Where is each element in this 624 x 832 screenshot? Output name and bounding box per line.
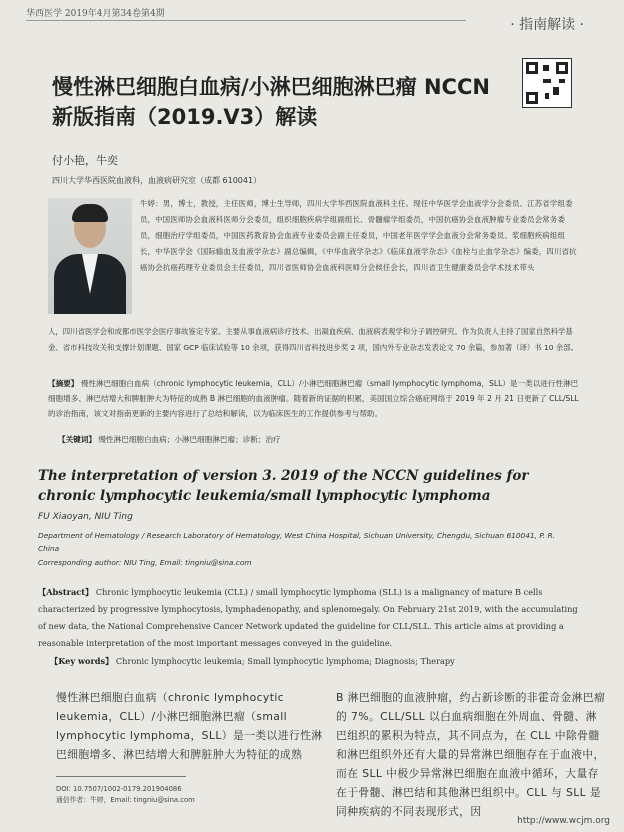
section-label: · 指南解读 · xyxy=(510,17,584,33)
abstract-cn xyxy=(48,376,580,421)
footnote-doi: DOI: 10.7507/1002-0179.201904086 xyxy=(56,785,182,793)
corresponding-author-en: Corresponding author: NIU Ting, Email: tingniu@sina.com xyxy=(38,558,252,567)
abstract-cn-text: 慢性淋巴细胞白血病（chronic lymphocytic leukemia，CLL）/小淋巴细胞淋巴瘤（small lymphocytic lymphoma，SLL）是一类以进行性淋巴细胞增多、淋巴结增大和脾脏肿大为特征的成熟 B 淋巴细胞的血液肿瘤。随着新的证据的积累，美国国立综合癌症网络于 2019 年 2 月 21 日更新了 CLL/SLL 的诊治指南，该文对指南更新的主要内容进行了总结和解读，以为临床医生的工作提供参考与帮助。 xyxy=(48,379,579,418)
keywords-cn-text: 慢性淋巴细胞白血病；小淋巴细胞淋巴瘤；诊断；治疗 xyxy=(98,435,281,444)
keywords-en-text: Chronic lymphocytic leukemia; Small lymphocytic lymphoma; Diagnosis; Therapy xyxy=(115,656,455,666)
abstract-en xyxy=(38,584,586,652)
author-bio: 牛婷：男，博士，教授，主任医师，博士生导师，四川大学华西医院血液科主任。现任中华医学会血液学分会委员、江苏省学组委员，中国医师协会血液科医师分会委员，组织细胞疾病学组副组长、骨髓瘤学组委员，中国抗癌协会血液肿瘤专业委员会常务委员，细胞治疗学组委员，中国医药教育协会血液专业委员会副主任委员，中国老年医学学会血液分会常务委员、浆细胞疾病组组长，中华医学会《国际输血及血液学杂志》副总编辑，《中华血液学杂志》《临床血液学杂志》《血栓与止血学杂志》编委，四川省抗癌协会抗癌药理专业委员会主任委员，四川省医师协会血液科医师分会候任会长，四川省卫生健康委员会学术技术带头 xyxy=(140,199,577,272)
authors-cn: 付小艳，牛奕 xyxy=(52,154,118,167)
journal-url[interactable]: http://www.wcjm.org xyxy=(517,816,610,826)
keywords-cn-label: 【关键词】 xyxy=(58,435,96,444)
authors-en: FU Xiaoyan, NIU Ting xyxy=(38,512,133,522)
abstract-cn-label: 【摘要】 xyxy=(48,379,79,388)
keywords-en xyxy=(50,656,590,667)
keywords-en-label: 【Key words】 xyxy=(50,656,114,666)
article-title-en: The interpretation of version 3. 2019 of the NCCN guidelines for chronic lymphocytic leukemia/small lymphocytic lymphoma xyxy=(38,468,529,504)
journal-header: 华西医学 2019年4月第34卷第4期 xyxy=(26,9,165,19)
footnote-corresponding: 通信作者：牛婷，Email: tingniu@sina.com xyxy=(56,796,195,804)
qr-code-icon xyxy=(522,58,572,108)
article-title-cn: 慢性淋巴细胞白血病/小淋巴细胞淋巴瘤 NCCN 新版指南（2019.V3）解读 xyxy=(52,75,490,129)
header-rule xyxy=(26,20,466,21)
keywords-cn xyxy=(58,434,578,445)
affiliation-cn: 四川大学华西医院血液科，血液病研究室（成都 610041） xyxy=(52,176,262,185)
author-bio-continued: 人，四川省医学会和成都市医学会医疗事故鉴定专家。主要从事血液病诊疗技术、出凝血疾病、血液病表观学和分子调控研究。作为负责人主持了国家自然科学基金、省市科技攻关和支撑计划课题、国家 GCP 临床试验等 10 余项，获得四川省科技进步奖 2 项，国内外专业杂志发表论文 70 余篇，参加著（译）书 10 余部。 xyxy=(48,327,578,352)
body-text-left-column: 慢性淋巴细胞白血病（chronic lymphocytic leukemia，CLL）/小淋巴细胞淋巴瘤（small lymphocytic lymphoma，SLL）是一类以进行性淋巴细胞增多、淋巴结增大和脾脏肿大为特征的成熟 xyxy=(56,691,323,761)
footnote xyxy=(56,784,326,806)
affiliation-en: Department of Hematology / Research Laboratory of Hematology, West China Hospital, Sichuan University, Chengdu, Sichuan 610041, P. R. China xyxy=(38,531,555,553)
body-text-right-column: B 淋巴细胞的血液肿瘤，约占新诊断的非霍奇金淋巴瘤的 7%。CLL/SLL 以白血病细胞在外周血、骨髓、淋巴组织的累积为特点，其不同点为，在 CLL 中除骨髓和淋巴组织外还有大量的异常淋巴细胞存在于血液中，而在 SLL 中极少异常淋巴细胞在血液中循环，大量存在于骨髓、淋巴结和其他淋巴组织中。CLL 与 SLL 是同种疾病的不同表现形式，因 xyxy=(336,691,606,818)
abstract-en-text: Chronic lymphocytic leukemia (CLL) / small lymphocytic lymphoma (SLL) is a malignancy of mature B cells characterized by progressive lymphocytosis, lymphadenopathy, and splenomegaly. On February 21st 2019, with the accumulating of new data, the National Comprehensive Cancer Network updated the guideline for CLL/SLL. This article aims at providing a reasonable interpretation of the most important messages conveyed in the guideline. xyxy=(38,587,578,648)
author-photo xyxy=(48,198,132,314)
abstract-en-label: 【Abstract】 xyxy=(38,587,94,597)
footnote-rule xyxy=(56,776,186,777)
